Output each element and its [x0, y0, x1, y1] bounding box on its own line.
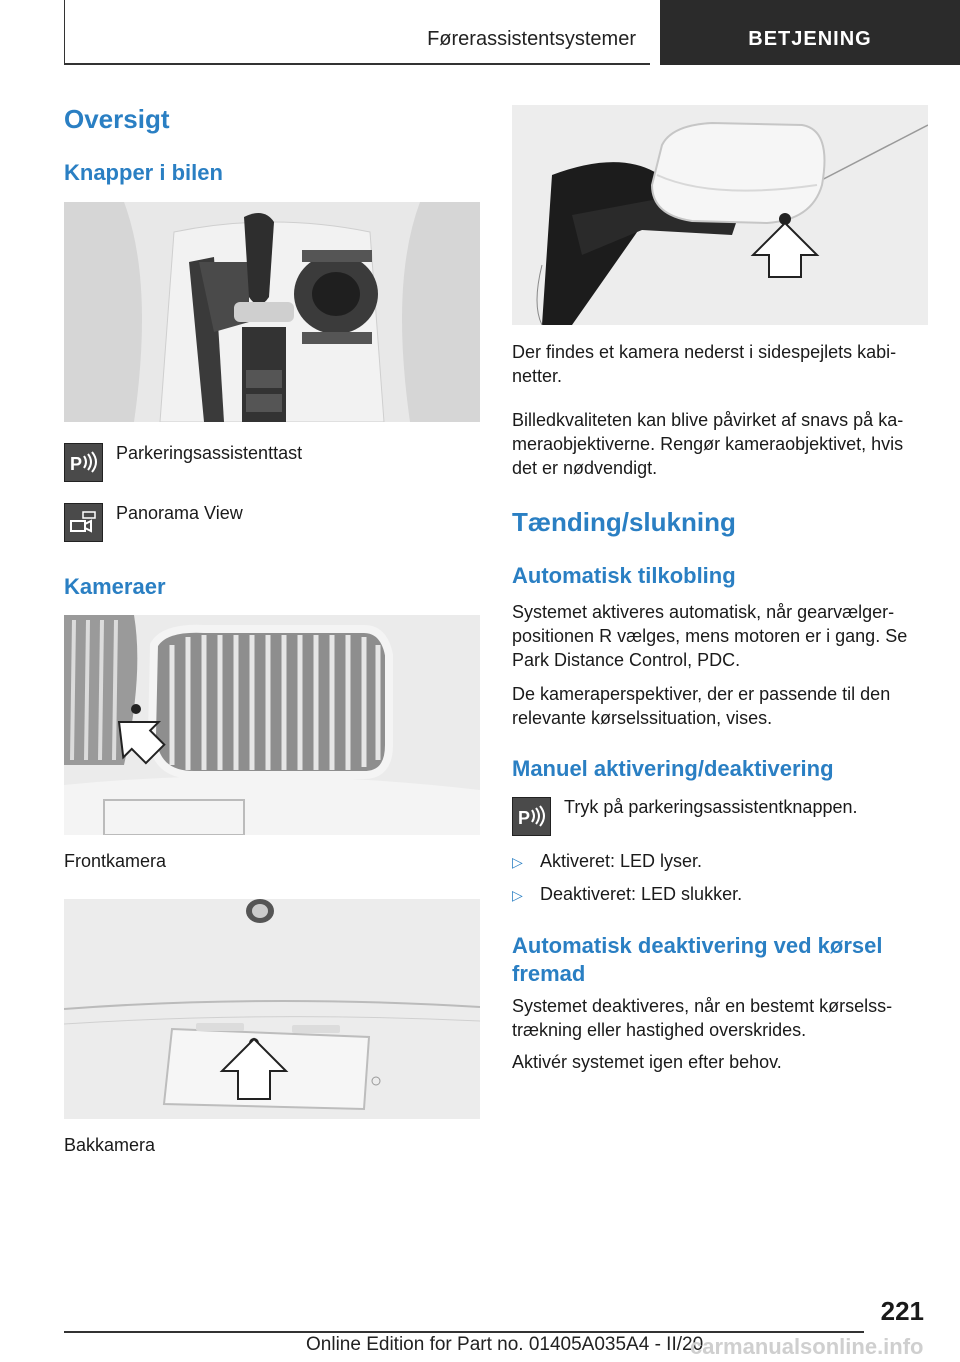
side-mirror-camera-image — [512, 105, 928, 325]
panorama-view-icon — [64, 503, 103, 542]
parking-assist-icon — [512, 797, 551, 836]
auto-on-heading: Automatisk tilkobling — [512, 563, 736, 588]
rear-camera-image — [64, 899, 480, 1119]
auto-off-text-2: Aktivér systemet igen efter behov. — [512, 1052, 782, 1072]
image-quality-text: Billedkvaliteten kan blive påvirket af snavs på ka-meraobjektiverne. Rengør kameraobjektivet, hvis det er nødvendigt. — [512, 410, 904, 478]
auto-off-text-1: Systemet deaktiveres, når en bestemt kørselss-trækning eller hastighed overskrides. — [512, 996, 893, 1040]
panorama-view-label: Panorama View — [116, 503, 243, 523]
edition-text: Online Edition for Part no. 01405A035A4 - II/20 — [306, 1334, 704, 1355]
auto-off-heading: Automatisk deaktivering ved kørsel fremad — [512, 933, 883, 986]
cameras-heading: Kameraer — [64, 574, 166, 599]
header-rule-bottom — [64, 63, 650, 65]
svg-text:P: P — [518, 808, 531, 828]
page-number: 221 — [880, 1296, 924, 1326]
list-item: ▷ Deaktiveret: LED slukker. — [512, 882, 742, 907]
buttons-heading: Knapper i bilen — [64, 160, 223, 185]
front-camera-caption: Frontkamera — [64, 851, 167, 871]
chapter-tab: BETJENING — [660, 0, 960, 65]
front-camera-image — [64, 615, 480, 835]
list-item: ▷ Aktiveret: LED lyser. — [512, 849, 702, 874]
auto-on-text-2: De kameraperspektiver, der er passende til den relevante kørselssituation, vises. — [512, 684, 891, 728]
switch-heading: Tænding/slukning — [512, 507, 736, 537]
bullet-triangle-icon: ▷ — [512, 887, 523, 903]
parking-assist-label: Parkeringsassistenttast — [116, 443, 303, 463]
manual-heading: Manuel aktivering/deaktivering — [512, 756, 834, 781]
watermark: carmanualsonline.info — [690, 1334, 924, 1359]
auto-on-text-1: Systemet aktiveres automatisk, når gearvælger-positionen R vælges, mens motoren er i gang. Se Park Distance Control, PDC. — [512, 602, 908, 670]
rear-camera-caption: Bakkamera — [64, 1135, 156, 1155]
mirror-camera-text: Der findes et kamera nederst i sidespejlets kabi-netter. — [512, 342, 897, 386]
page-title: Oversigt — [64, 104, 170, 134]
center-console-image — [64, 202, 480, 422]
section-title: Førerassistentsystemer — [427, 28, 636, 50]
svg-text:P: P — [70, 454, 83, 474]
parking-assist-icon — [64, 443, 103, 482]
footer-rule — [64, 1331, 864, 1333]
manual-text: Tryk på parkeringsassistentknappen. — [564, 797, 858, 817]
bullet-triangle-icon: ▷ — [512, 854, 523, 870]
